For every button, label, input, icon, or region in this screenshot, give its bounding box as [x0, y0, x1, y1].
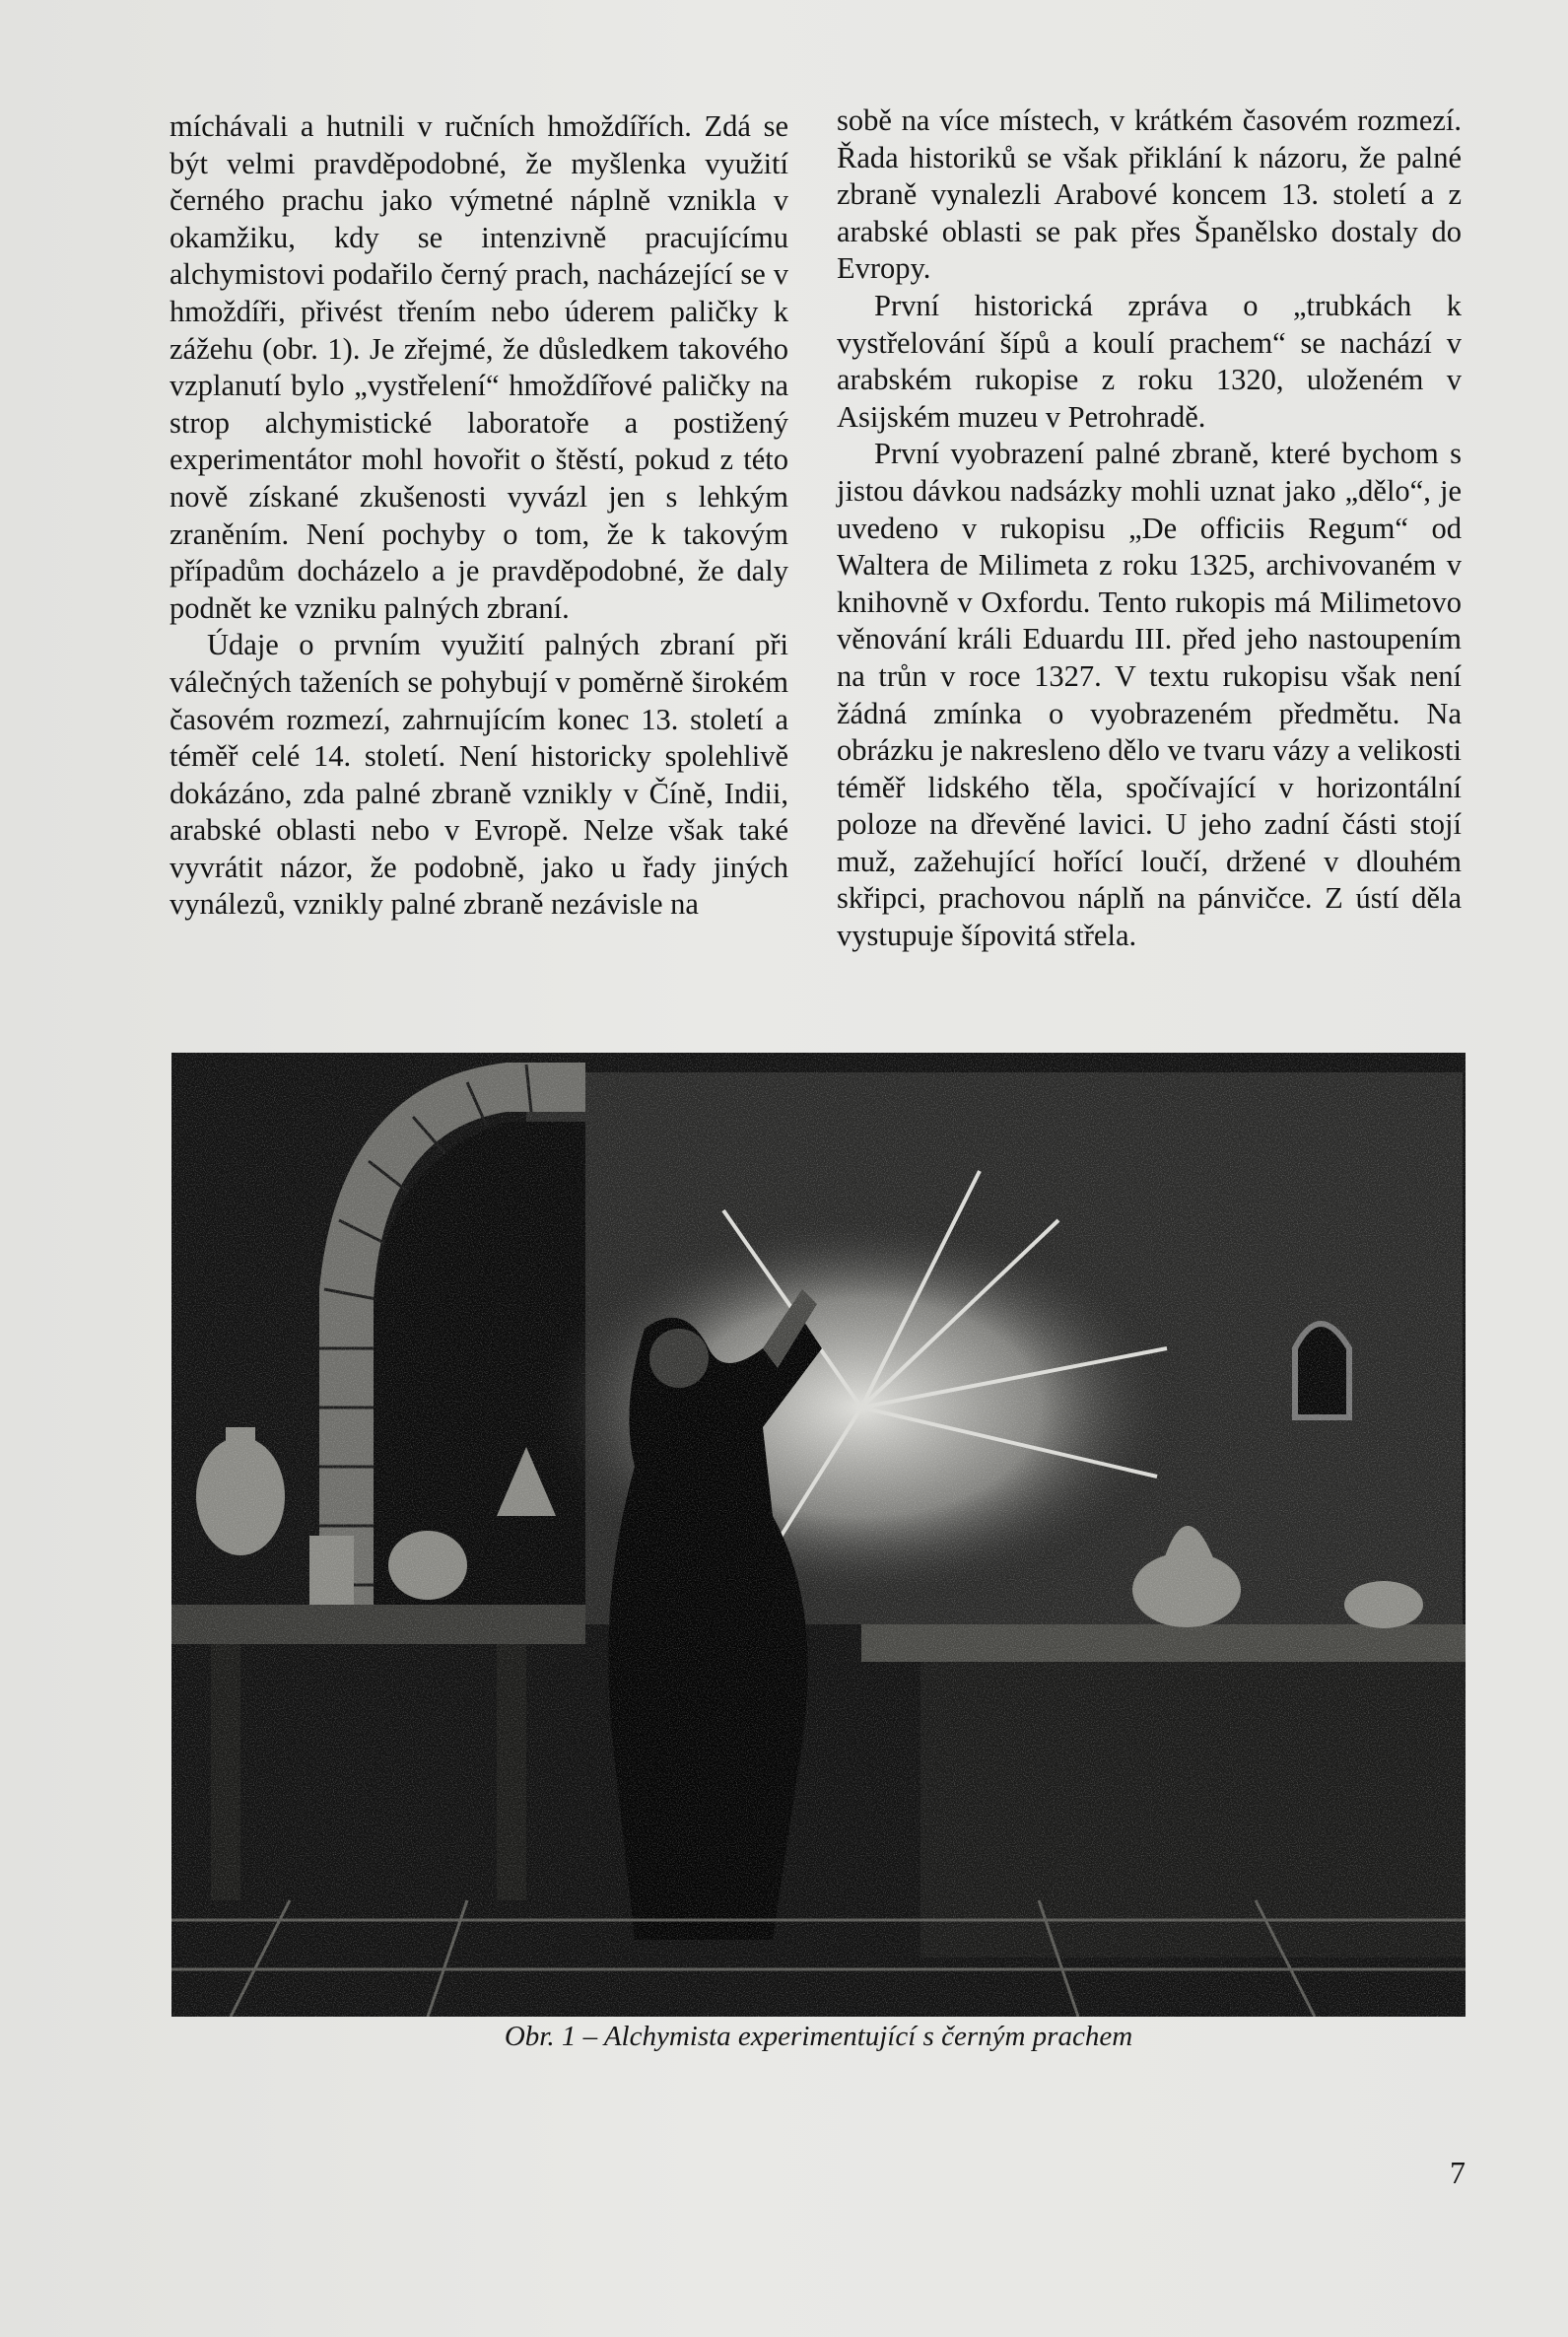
page-number: 7	[1450, 2155, 1466, 2190]
alchemist-engraving-image	[171, 1053, 1466, 2017]
paragraph: První historická zpráva o „trubkách k vystřelování šípů a koulí prachem“ se nachází v arabském rukopise z roku 1320, uloženém v Asijském muzeu v Petrohradě.	[837, 288, 1462, 434]
text-column-left	[170, 108, 788, 924]
paragraph: míchávali a hutnili v ručních hmoždířích. Zdá se být velmi pravděpodobné, že myšlenka využití černého prachu jako výmetné náplně vznikla v okamžiku, kdy se intenzivně pracujícímu alchymistovi podařilo černý prach, nacházející se v hmoždíři, přivést třením nebo úderem paličky k zážehu (obr. 1). Je zřejmé, že důsledkem takového vzplanutí bylo „vystřelení“ hmoždířové paličky na strop alchymistické laboratoře a postižený experimentátor mohl hovořit o štěstí, pokud z této nově získané zkušenosti vyvázl jen s lehkým zraněním. Není pochyby o tom, že k takovým případům docházelo a je pravděpodobné, že daly podnět ke vzniku palných zbraní.	[170, 109, 788, 625]
paragraph: sobě na více místech, v krátkém časovém rozmezí. Řada historiků se však přiklání k názoru, že palné zbraně vynalezli Arabové koncem 13. století a z arabské oblasti se pak přes Španělsko dostaly do Evropy.	[837, 103, 1462, 286]
paragraph: První vyobrazení palné zbraně, které bychom s jistou dávkou nadsázky mohli uznat jako „dělo“, je uvedeno v rukopisu „De officiis Regum“ od Waltera de Milimeta z roku 1325, archivovaném v knihovně v Oxfordu. Tento rukopis má Milimetovo věnování králi Eduardu III. před jeho nastoupením na trůn v roce 1327. V textu rukopisu však není žádná zmínka o vyobrazeném předmětu. Na obrázku je nakresleno dělo ve tvaru vázy a velikosti téměř lidského těla, spočívající v horizontální poloze na dřevěné lavici. U jeho zadní části stojí muž, zažehující hořící loučí, držené v dlouhém skřipci, prachovou náplň na pánvičce. Z ústí děla vystupuje šípovitá střela.	[837, 437, 1462, 953]
text-column-right	[837, 103, 1462, 955]
paragraph: Údaje o prvním využití palných zbraní při válečných taženích se pohybují v poměrně širokém časovém rozmezí, zahrnujícím konec 13. století a téměř celé 14. století. Není historicky spolehlivě dokázáno, zda palné zbraně vznikly v Číně, Indii, arabské oblasti nebo v Evropě. Nelze však také vyvrátit názor, že podobně, jako u řady jiných vynálezů, vznikly palné zbraně nezávisle na	[170, 628, 788, 922]
figure-caption: Obr. 1 – Alchymista experimentující s černým prachem	[504, 2021, 1133, 2052]
